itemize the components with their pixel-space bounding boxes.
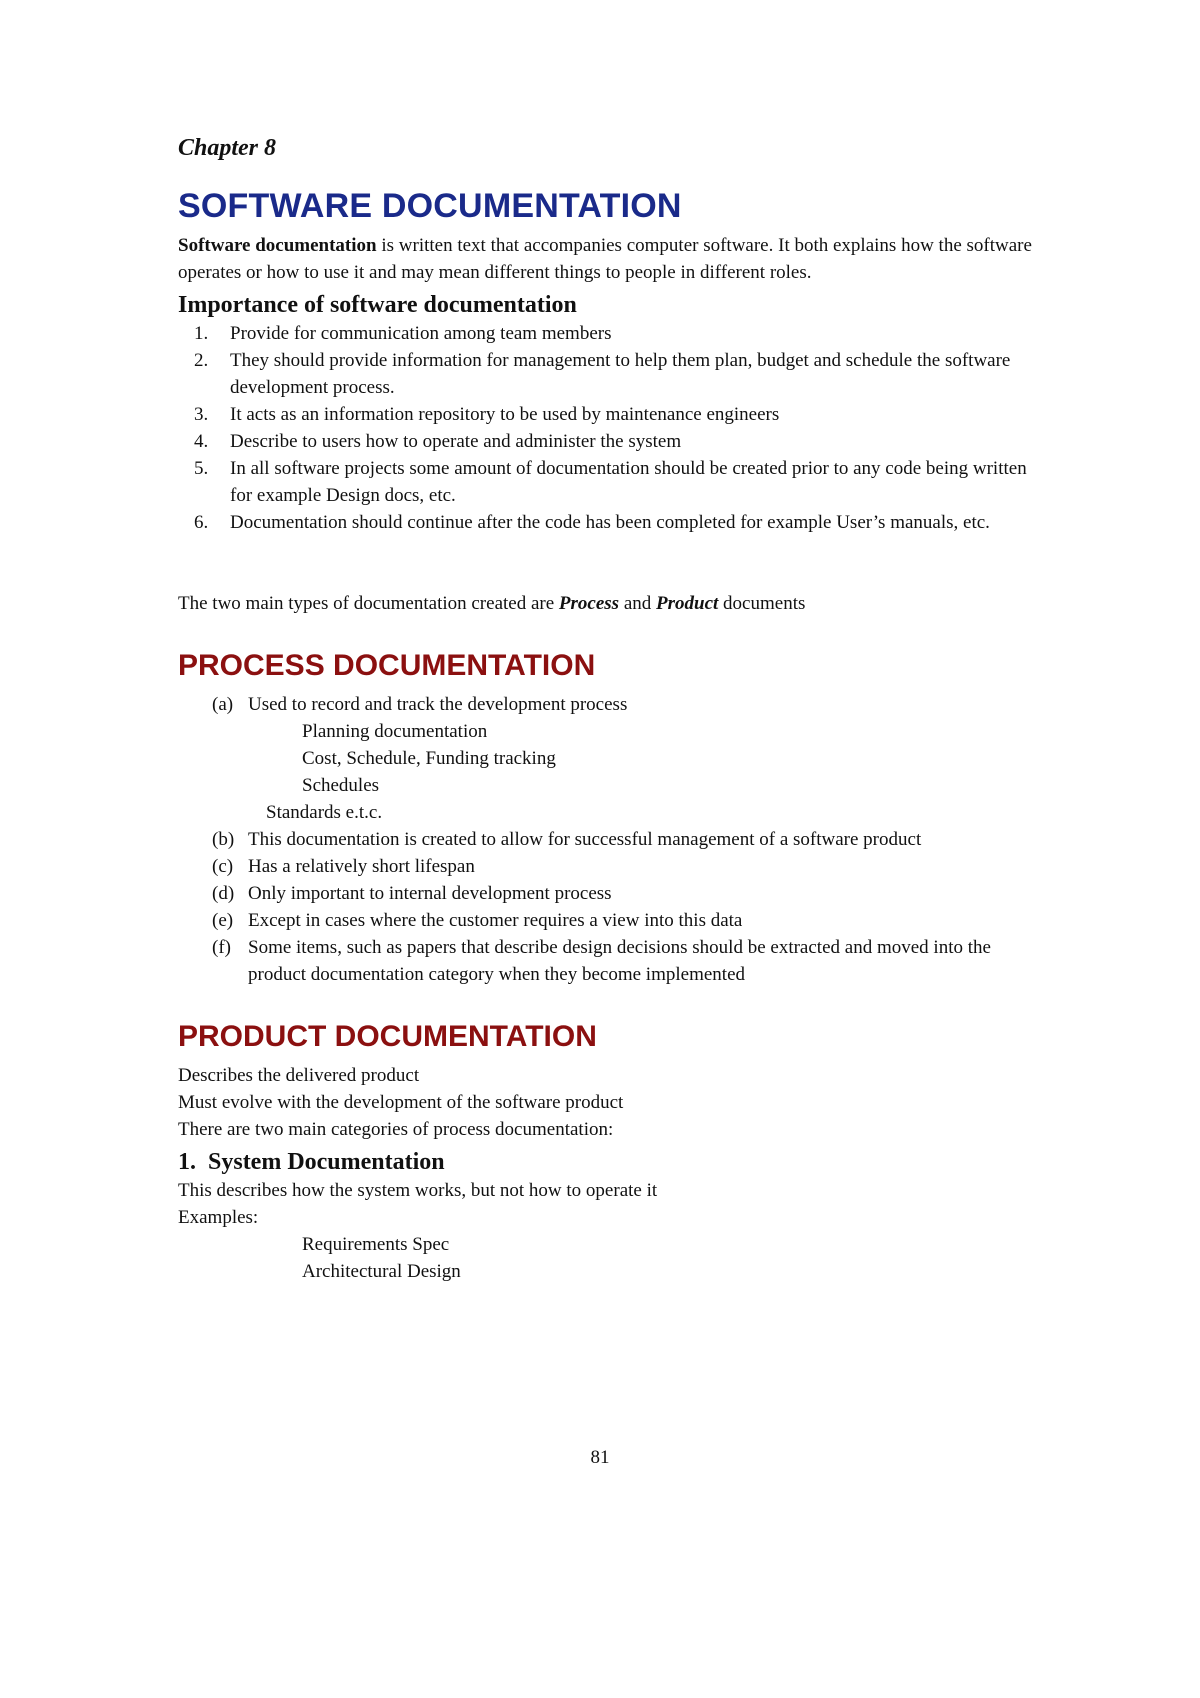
list-item	[178, 401, 1038, 428]
process-title: PROCESS DOCUMENTATION	[178, 649, 596, 682]
list-item-letter: (f)	[212, 937, 231, 958]
list-item	[178, 691, 1038, 718]
list-item-letter: (d)	[212, 883, 235, 904]
list-item-letter: (b)	[212, 829, 235, 850]
list-item-text: Only important to internal development process	[248, 883, 612, 904]
product-title: PRODUCT DOCUMENTATION	[178, 1020, 597, 1053]
list-item-letter: (e)	[212, 910, 234, 931]
list-item	[178, 509, 1038, 536]
system-line: Examples:	[178, 1207, 259, 1228]
spacer	[178, 617, 1038, 647]
importance-list	[178, 320, 1038, 536]
list-item-letter: (c)	[212, 856, 234, 877]
list-item	[178, 934, 1038, 988]
list-item	[178, 826, 1038, 853]
list-item	[178, 853, 1038, 880]
list-item-text: Except in cases where the customer requires a view into this data	[248, 910, 743, 931]
types-prefix: The two main types of documentation created are	[178, 593, 559, 614]
process-sub-item: Schedules	[302, 775, 380, 796]
list-item-number: 6.	[194, 512, 209, 533]
list-item-text: Some items, such as papers that describe design decisions should be extracted and moved into the product documentation category when they become implemented	[248, 937, 991, 985]
process-list-continued	[178, 826, 1038, 988]
list-item-text: Describe to users how to operate and administer the system	[230, 431, 682, 452]
intro-text: is written text that accompanies computer software. It both explains how the software operates or how to use it and may mean different things to people in different roles.	[178, 235, 1032, 283]
types-sentence	[178, 590, 1038, 617]
list-item	[178, 428, 1038, 455]
list-item	[178, 880, 1038, 907]
list-item-text: It acts as an information repository to be used by maintenance engineers	[230, 404, 780, 425]
list-item	[178, 347, 1038, 401]
types-term-product: Product	[656, 593, 719, 614]
list-item-text: Provide for communication among team members	[230, 323, 612, 344]
list-item-number: 5.	[194, 458, 209, 479]
process-standards: Standards e.t.c.	[266, 802, 383, 823]
spacer	[178, 536, 1038, 590]
process-sub-item: Planning documentation	[302, 721, 488, 742]
page-number: 81	[590, 1447, 610, 1468]
types-middle: and	[619, 593, 657, 614]
list-item	[178, 455, 1038, 509]
types-term-process: Process	[558, 593, 620, 614]
list-item-text: Documentation should continue after the code has been completed for example User’s manuals, etc.	[230, 512, 990, 533]
list-item-text: In all software projects some amount of documentation should be created prior to any code being written for example Design docs, etc.	[230, 458, 1027, 506]
process-list	[178, 691, 1038, 718]
list-item-text: Has a relatively short lifespan	[248, 856, 475, 877]
chapter-label: Chapter 8	[178, 135, 277, 161]
document-page	[178, 130, 1038, 1285]
example-item: Architectural Design	[302, 1261, 461, 1282]
importance-heading: Importance of software documentation	[178, 292, 577, 318]
example-item: Requirements Spec	[302, 1234, 450, 1255]
types-suffix: documents	[718, 593, 806, 614]
list-item-text: Used to record and track the development process	[248, 694, 628, 715]
list-item	[178, 320, 1038, 347]
list-item-number: 2.	[194, 350, 209, 371]
product-line: Must evolve with the development of the software product	[178, 1092, 624, 1113]
list-item-number: 1.	[194, 323, 209, 344]
list-item-text: They should provide information for management to help them plan, budget and schedule the software development process.	[230, 350, 1011, 398]
spacer	[178, 988, 1038, 1018]
list-item	[178, 907, 1038, 934]
intro-paragraph	[178, 232, 1038, 286]
list-item-number: 4.	[194, 431, 209, 452]
list-item-letter: (a)	[212, 694, 234, 715]
process-sub-item: Cost, Schedule, Funding tracking	[302, 748, 556, 769]
main-title: SOFTWARE DOCUMENTATION	[178, 187, 682, 225]
product-line: Describes the delivered product	[178, 1065, 420, 1086]
list-item-number: 3.	[194, 404, 209, 425]
intro-bold-term: Software documentation	[178, 235, 377, 256]
list-item-text: This documentation is created to allow for successful management of a software product	[248, 829, 922, 850]
system-doc-heading: 1. System Documentation	[178, 1149, 445, 1175]
system-line: This describes how the system works, but not how to operate it	[178, 1180, 658, 1201]
product-line: There are two main categories of process documentation:	[178, 1119, 614, 1140]
